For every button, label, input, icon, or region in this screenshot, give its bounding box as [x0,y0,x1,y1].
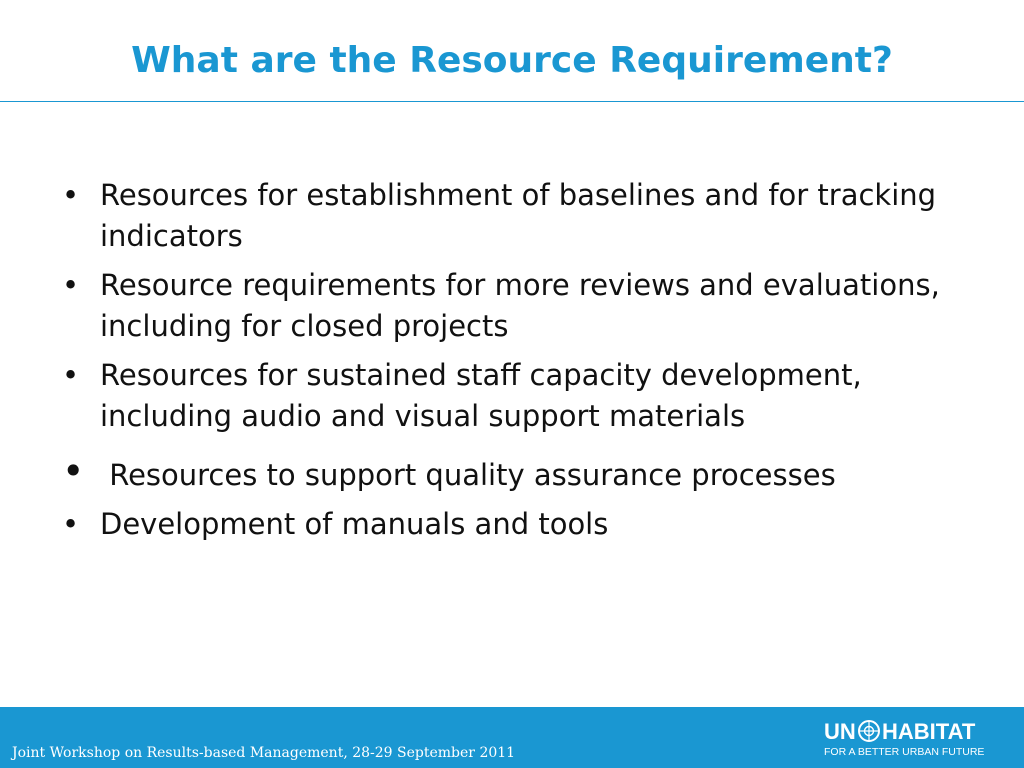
bullet-text: Development of manuals and tools [100,507,609,541]
bullet-list [62,175,982,553]
un-habitat-logo [824,717,1012,761]
slide-title: What are the Resource Requirement? [131,40,893,81]
list-item [62,355,982,437]
svg-text:FOR A BETTER URBAN FUTURE: FOR A BETTER URBAN FUTURE [824,746,985,758]
list-item [62,449,982,496]
bullet-text: Resources for sustained staff capacity development, including audio and visual support materials [100,358,862,433]
un-emblem-icon [859,721,879,741]
bullet-icon: • [62,268,80,302]
bullet-icon: • [62,178,80,212]
title-divider [0,101,1024,102]
bullet-icon: • [62,507,80,541]
bullet-icon: • [62,449,85,493]
bullet-text: Resources to support quality assurance processes [100,458,836,492]
footer-text: Joint Workshop on Results-based Management, 28-29 September 2011 [12,745,516,761]
bullet-text: Resources for establishment of baselines and for tracking indicators [100,178,937,253]
list-item [62,175,982,257]
bullet-text: Resource requirements for more reviews and evaluations, including for closed projects [100,268,940,343]
list-item [62,265,982,347]
svg-text:UN: UN [824,719,856,744]
svg-text:HABITAT: HABITAT [882,719,976,744]
list-item [62,504,982,545]
bullet-icon: • [62,358,80,392]
footer-bar [0,707,1024,768]
